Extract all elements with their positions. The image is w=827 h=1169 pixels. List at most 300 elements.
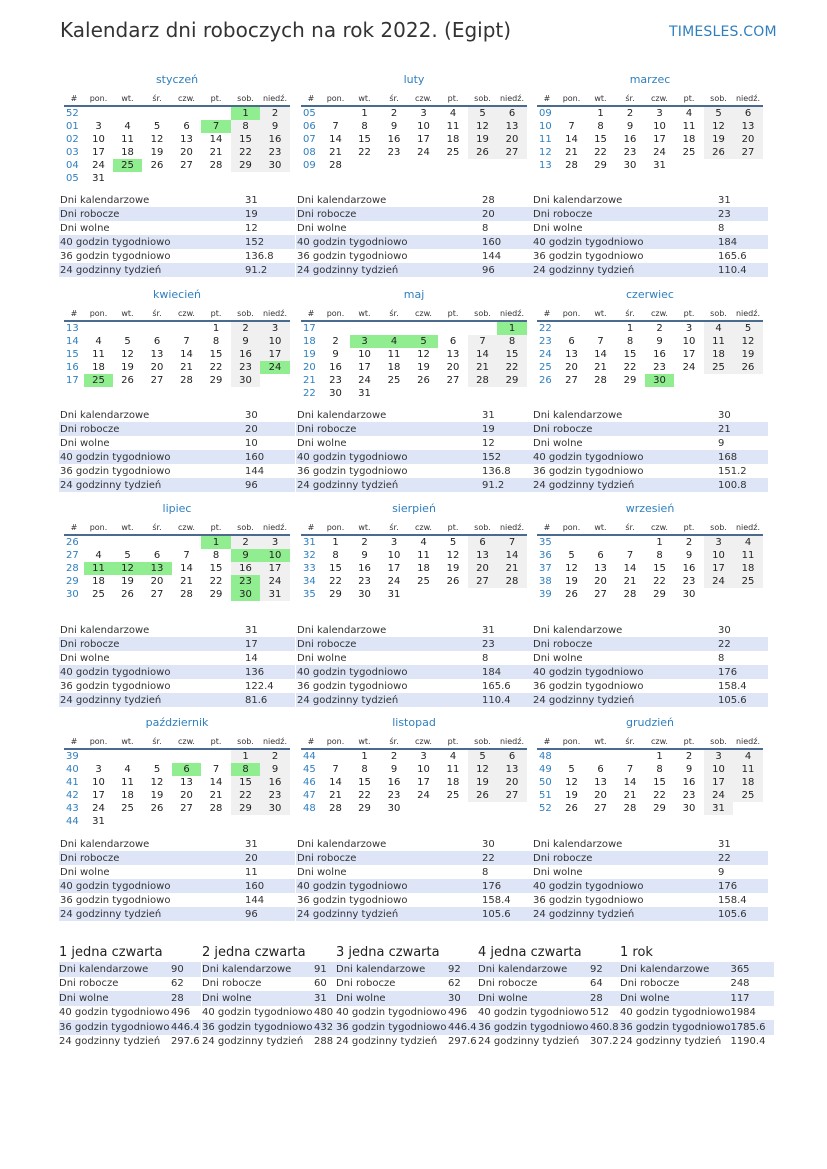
- calendar-day[interactable]: 11: [417, 550, 430, 561]
- calendar-day[interactable]: 30: [231, 374, 260, 387]
- calendar-day[interactable]: 22: [623, 362, 637, 373]
- calendar-day[interactable]: 13: [594, 777, 607, 788]
- calendar-day[interactable]: 29: [231, 159, 260, 172]
- calendar-day[interactable]: 14: [623, 777, 637, 788]
- calendar-day[interactable]: 24: [92, 160, 105, 171]
- calendar-day[interactable]: 31: [704, 802, 733, 815]
- calendar-day[interactable]: 28: [623, 803, 637, 814]
- calendar-day[interactable]: 22: [209, 362, 223, 373]
- calendar-day[interactable]: 17: [417, 777, 430, 788]
- calendar-day[interactable]: 19: [704, 133, 733, 146]
- calendar-day[interactable]: 30: [260, 159, 290, 172]
- calendar-day[interactable]: 3: [420, 108, 427, 119]
- calendar-day[interactable]: 7: [201, 120, 231, 133]
- calendar-day[interactable]: 18: [92, 362, 105, 373]
- calendar-day[interactable]: 9: [685, 764, 693, 775]
- calendar-day[interactable]: 8: [597, 121, 604, 132]
- calendar-day[interactable]: 29: [231, 802, 260, 815]
- calendar-day[interactable]: 5: [153, 764, 161, 775]
- calendar-day[interactable]: 4: [124, 121, 131, 132]
- calendar-day[interactable]: 4: [95, 336, 102, 347]
- calendar-day[interactable]: 3: [704, 749, 733, 763]
- calendar-day[interactable]: 30: [623, 160, 637, 171]
- calendar-day[interactable]: 22: [231, 146, 260, 159]
- calendar-day[interactable]: 1: [361, 751, 368, 762]
- calendar-day[interactable]: 2: [260, 749, 290, 763]
- calendar-day[interactable]: 4: [95, 550, 102, 561]
- calendar-day[interactable]: 17: [260, 348, 290, 361]
- calendar-day[interactable]: 5: [704, 106, 733, 120]
- calendar-day[interactable]: 8: [656, 550, 663, 561]
- calendar-day[interactable]: 21: [180, 576, 193, 587]
- calendar-day[interactable]: 15: [231, 776, 260, 789]
- calendar-day[interactable]: 18: [446, 777, 460, 788]
- calendar-day[interactable]: 11: [446, 764, 460, 775]
- calendar-day[interactable]: 1: [361, 108, 368, 119]
- calendar-day[interactable]: 25: [682, 147, 696, 158]
- calendar-day[interactable]: 1: [231, 106, 260, 120]
- calendar-day[interactable]: 24: [417, 147, 430, 158]
- calendar-day[interactable]: 13: [180, 134, 193, 145]
- calendar-day[interactable]: 27: [497, 146, 527, 159]
- calendar-day[interactable]: 24: [704, 789, 733, 802]
- calendar-day[interactable]: 2: [332, 336, 339, 347]
- calendar-day[interactable]: 10: [653, 121, 666, 132]
- calendar-day[interactable]: 15: [329, 563, 342, 574]
- calendar-day[interactable]: 2: [231, 321, 260, 335]
- calendar-day[interactable]: 27: [594, 589, 607, 600]
- calendar-day[interactable]: 7: [626, 550, 634, 561]
- calendar-day[interactable]: 18: [92, 576, 105, 587]
- calendar-day[interactable]: 8: [231, 120, 260, 133]
- calendar-day[interactable]: 17: [387, 563, 401, 574]
- calendar-day[interactable]: 28: [180, 375, 193, 386]
- calendar-day[interactable]: 28: [209, 160, 223, 171]
- calendar-day[interactable]: 11: [733, 549, 763, 562]
- calendar-day[interactable]: 31: [92, 173, 105, 184]
- calendar-day[interactable]: 29: [653, 589, 666, 600]
- calendar-day[interactable]: 3: [350, 335, 379, 348]
- calendar-day[interactable]: 15: [209, 349, 223, 360]
- calendar-day[interactable]: 6: [597, 764, 604, 775]
- calendar-day[interactable]: 12: [113, 562, 142, 575]
- calendar-day[interactable]: 18: [682, 134, 696, 145]
- calendar-day[interactable]: 7: [568, 121, 575, 132]
- calendar-day[interactable]: 19: [733, 348, 763, 361]
- calendar-day[interactable]: 17: [260, 562, 290, 575]
- calendar-day[interactable]: 20: [565, 362, 578, 373]
- calendar-day[interactable]: 7: [183, 336, 190, 347]
- calendar-day[interactable]: 1: [626, 323, 634, 334]
- calendar-day[interactable]: 4: [704, 321, 733, 335]
- calendar-day[interactable]: 5: [468, 749, 497, 763]
- calendar-day[interactable]: 23: [623, 147, 637, 158]
- calendar-day[interactable]: 4: [449, 108, 457, 119]
- calendar-day[interactable]: 9: [231, 335, 260, 348]
- calendar-day[interactable]: 12: [733, 335, 763, 348]
- calendar-day[interactable]: 21: [497, 562, 527, 575]
- calendar-day[interactable]: 22: [358, 147, 371, 158]
- calendar-day[interactable]: 31: [653, 160, 666, 171]
- calendar-day[interactable]: 30: [682, 803, 696, 814]
- calendar-day[interactable]: 16: [387, 777, 401, 788]
- calendar-day[interactable]: 22: [209, 576, 223, 587]
- calendar-day[interactable]: 14: [209, 777, 223, 788]
- calendar-day[interactable]: 2: [685, 751, 693, 762]
- calendar-day[interactable]: 5: [153, 121, 161, 132]
- calendar-day[interactable]: 7: [183, 550, 190, 561]
- calendar-day[interactable]: 24: [682, 362, 696, 373]
- calendar-day[interactable]: 12: [468, 120, 497, 133]
- calendar-day[interactable]: 2: [361, 537, 368, 548]
- calendar-day[interactable]: 26: [150, 803, 164, 814]
- calendar-day[interactable]: 5: [449, 537, 457, 548]
- calendar-day[interactable]: 25: [387, 375, 401, 386]
- calendar-day[interactable]: 19: [417, 362, 430, 373]
- calendar-day[interactable]: 12: [565, 777, 578, 788]
- calendar-day[interactable]: 29: [329, 589, 342, 600]
- calendar-day[interactable]: 25: [446, 790, 460, 801]
- calendar-day[interactable]: 7: [597, 336, 604, 347]
- calendar-day[interactable]: 26: [565, 589, 578, 600]
- calendar-day[interactable]: 16: [329, 362, 342, 373]
- calendar-day[interactable]: 14: [329, 134, 342, 145]
- calendar-day[interactable]: 26: [446, 576, 460, 587]
- calendar-day[interactable]: 8: [497, 335, 527, 348]
- calendar-day[interactable]: 23: [329, 375, 342, 386]
- calendar-day[interactable]: 4: [420, 537, 427, 548]
- calendar-day[interactable]: 8: [212, 550, 220, 561]
- calendar-day[interactable]: 1: [332, 537, 339, 548]
- calendar-day[interactable]: 4: [449, 751, 457, 762]
- calendar-day[interactable]: 15: [653, 777, 666, 788]
- calendar-day[interactable]: 10: [92, 134, 105, 145]
- calendar-day[interactable]: 17: [704, 562, 733, 575]
- calendar-day[interactable]: 24: [704, 575, 733, 588]
- calendar-day[interactable]: 29: [209, 375, 223, 386]
- calendar-day[interactable]: 10: [417, 764, 430, 775]
- calendar-day[interactable]: 1: [212, 323, 220, 334]
- calendar-day[interactable]: 6: [153, 550, 161, 561]
- calendar-day[interactable]: 13: [497, 120, 527, 133]
- calendar-day[interactable]: 19: [121, 362, 134, 373]
- calendar-day[interactable]: 9: [260, 763, 290, 776]
- calendar-day[interactable]: 8: [626, 336, 634, 347]
- calendar-day[interactable]: 16: [260, 133, 290, 146]
- calendar-day[interactable]: 6: [568, 336, 575, 347]
- calendar-day[interactable]: 10: [704, 763, 733, 776]
- calendar-day[interactable]: 18: [704, 348, 733, 361]
- calendar-day[interactable]: 27: [565, 375, 578, 386]
- calendar-day[interactable]: 13: [446, 349, 460, 360]
- calendar-day[interactable]: 12: [150, 134, 164, 145]
- calendar-day[interactable]: 5: [124, 336, 131, 347]
- calendar-day[interactable]: 11: [733, 763, 763, 776]
- calendar-day[interactable]: 2: [390, 751, 398, 762]
- calendar-day[interactable]: 12: [446, 550, 460, 561]
- calendar-day[interactable]: 24: [653, 147, 666, 158]
- calendar-day[interactable]: 10: [358, 349, 371, 360]
- calendar-day[interactable]: 1: [656, 751, 663, 762]
- calendar-day[interactable]: 10: [260, 549, 290, 562]
- calendar-day[interactable]: 28: [329, 803, 342, 814]
- calendar-day[interactable]: 20: [180, 790, 193, 801]
- calendar-day[interactable]: 29: [594, 160, 607, 171]
- calendar-day[interactable]: 20: [150, 576, 164, 587]
- calendar-day[interactable]: 6: [733, 106, 763, 120]
- calendar-day[interactable]: 1: [231, 749, 260, 763]
- calendar-day[interactable]: 30: [682, 589, 696, 600]
- calendar-day[interactable]: 30: [260, 802, 290, 815]
- calendar-day[interactable]: 26: [121, 589, 134, 600]
- calendar-day[interactable]: 18: [121, 790, 134, 801]
- calendar-day[interactable]: 16: [231, 348, 260, 361]
- calendar-day[interactable]: 14: [623, 563, 637, 574]
- calendar-day[interactable]: 13: [497, 763, 527, 776]
- calendar-day[interactable]: 19: [468, 133, 497, 146]
- calendar-day[interactable]: 1: [201, 535, 231, 549]
- calendar-day[interactable]: 27: [594, 803, 607, 814]
- calendar-day[interactable]: 10: [92, 777, 105, 788]
- calendar-day[interactable]: 23: [231, 361, 260, 374]
- calendar-day[interactable]: 16: [358, 563, 371, 574]
- calendar-day[interactable]: 20: [594, 790, 607, 801]
- calendar-day[interactable]: 9: [332, 349, 339, 360]
- calendar-day[interactable]: 17: [358, 362, 371, 373]
- calendar-day[interactable]: 22: [231, 789, 260, 802]
- calendar-day[interactable]: 23: [387, 147, 401, 158]
- calendar-day[interactable]: 26: [733, 361, 763, 374]
- calendar-day[interactable]: 11: [704, 335, 733, 348]
- calendar-day[interactable]: 30: [358, 589, 371, 600]
- calendar-day[interactable]: 5: [568, 764, 575, 775]
- calendar-day[interactable]: 19: [121, 576, 134, 587]
- calendar-day[interactable]: 11: [121, 777, 134, 788]
- calendar-day[interactable]: 14: [180, 349, 193, 360]
- calendar-day[interactable]: 7: [468, 335, 497, 348]
- calendar-day[interactable]: 10: [682, 336, 696, 347]
- calendar-day[interactable]: 23: [653, 362, 666, 373]
- calendar-day[interactable]: 26: [417, 375, 430, 386]
- calendar-day[interactable]: 28: [565, 160, 578, 171]
- calendar-day[interactable]: 8: [231, 763, 260, 776]
- calendar-day[interactable]: 14: [180, 563, 193, 574]
- calendar-day[interactable]: 29: [623, 375, 637, 386]
- calendar-day[interactable]: 6: [468, 535, 497, 549]
- calendar-day[interactable]: 27: [468, 575, 497, 588]
- calendar-day[interactable]: 12: [121, 349, 134, 360]
- calendar-day[interactable]: 25: [417, 576, 430, 587]
- calendar-day[interactable]: 3: [95, 764, 102, 775]
- calendar-day[interactable]: 18: [733, 776, 763, 789]
- calendar-day[interactable]: 25: [92, 589, 105, 600]
- calendar-day[interactable]: 15: [231, 133, 260, 146]
- calendar-day[interactable]: 24: [387, 576, 401, 587]
- calendar-day[interactable]: 6: [153, 336, 161, 347]
- calendar-day[interactable]: 7: [332, 764, 339, 775]
- calendar-day[interactable]: 9: [626, 121, 634, 132]
- calendar-day[interactable]: 5: [409, 335, 438, 348]
- calendar-day[interactable]: 9: [361, 550, 368, 561]
- calendar-day[interactable]: 6: [449, 336, 457, 347]
- calendar-day[interactable]: 1: [497, 321, 527, 335]
- calendar-day[interactable]: 14: [565, 134, 578, 145]
- calendar-day[interactable]: 13: [468, 549, 497, 562]
- calendar-day[interactable]: 9: [685, 550, 693, 561]
- calendar-day[interactable]: 13: [150, 349, 164, 360]
- calendar-day[interactable]: 17: [682, 349, 696, 360]
- calendar-day[interactable]: 15: [209, 563, 223, 574]
- calendar-day[interactable]: 17: [92, 147, 105, 158]
- calendar-day[interactable]: 5: [568, 550, 575, 561]
- calendar-day[interactable]: 12: [468, 763, 497, 776]
- calendar-day[interactable]: 27: [180, 160, 193, 171]
- calendar-day[interactable]: 20: [468, 562, 497, 575]
- calendar-day[interactable]: 19: [565, 576, 578, 587]
- calendar-day[interactable]: 18: [733, 562, 763, 575]
- calendar-day[interactable]: 21: [180, 362, 193, 373]
- calendar-day[interactable]: 23: [260, 146, 290, 159]
- calendar-day[interactable]: 2: [231, 535, 260, 549]
- calendar-day[interactable]: 4: [124, 764, 131, 775]
- calendar-day[interactable]: 29: [653, 803, 666, 814]
- calendar-day[interactable]: 19: [565, 790, 578, 801]
- calendar-day[interactable]: 11: [92, 349, 105, 360]
- calendar-day[interactable]: 12: [150, 777, 164, 788]
- calendar-day[interactable]: 20: [733, 133, 763, 146]
- calendar-day[interactable]: 5: [468, 106, 497, 120]
- calendar-day[interactable]: 28: [209, 803, 223, 814]
- calendar-day[interactable]: 2: [656, 323, 663, 334]
- calendar-day[interactable]: 26: [121, 375, 134, 386]
- calendar-day[interactable]: 14: [329, 777, 342, 788]
- calendar-day[interactable]: 3: [390, 537, 398, 548]
- calendar-day[interactable]: 25: [113, 159, 142, 172]
- calendar-day[interactable]: 22: [653, 790, 666, 801]
- calendar-day[interactable]: 1: [597, 108, 604, 119]
- calendar-day[interactable]: 2: [626, 108, 634, 119]
- calendar-day[interactable]: 28: [468, 374, 497, 387]
- calendar-day[interactable]: 30: [387, 803, 401, 814]
- calendar-day[interactable]: 29: [209, 589, 223, 600]
- calendar-day[interactable]: 30: [329, 388, 342, 399]
- calendar-day[interactable]: 7: [212, 764, 220, 775]
- calendar-day[interactable]: 2: [685, 537, 693, 548]
- calendar-day[interactable]: 21: [623, 576, 637, 587]
- calendar-day[interactable]: 13: [180, 777, 193, 788]
- calendar-day[interactable]: 11: [387, 349, 401, 360]
- calendar-day[interactable]: 28: [180, 589, 193, 600]
- calendar-day[interactable]: 5: [124, 550, 131, 561]
- calendar-day[interactable]: 19: [150, 790, 164, 801]
- calendar-day[interactable]: 20: [497, 776, 527, 789]
- calendar-day[interactable]: 27: [446, 375, 460, 386]
- calendar-day[interactable]: 28: [497, 575, 527, 588]
- calendar-day[interactable]: 25: [733, 575, 763, 588]
- calendar-day[interactable]: 20: [446, 362, 460, 373]
- calendar-day[interactable]: 22: [358, 790, 371, 801]
- brand-logo[interactable]: TIMESLES.COM: [669, 24, 777, 40]
- calendar-day[interactable]: 20: [150, 362, 164, 373]
- calendar-day[interactable]: 25: [446, 147, 460, 158]
- calendar-day[interactable]: 15: [497, 348, 527, 361]
- calendar-day[interactable]: 25: [733, 789, 763, 802]
- calendar-day[interactable]: 10: [704, 549, 733, 562]
- calendar-day[interactable]: 18: [417, 563, 430, 574]
- calendar-day[interactable]: 22: [653, 576, 666, 587]
- calendar-day[interactable]: 31: [358, 388, 371, 399]
- calendar-day[interactable]: 15: [623, 349, 637, 360]
- calendar-day[interactable]: 13: [733, 120, 763, 133]
- calendar-day[interactable]: 2: [260, 106, 290, 120]
- calendar-day[interactable]: 26: [704, 146, 733, 159]
- calendar-day[interactable]: 26: [150, 160, 164, 171]
- calendar-day[interactable]: 30: [231, 588, 260, 601]
- calendar-day[interactable]: 6: [172, 763, 201, 776]
- calendar-day[interactable]: 19: [446, 563, 460, 574]
- calendar-day[interactable]: 8: [332, 550, 339, 561]
- calendar-day[interactable]: 15: [358, 134, 371, 145]
- calendar-day[interactable]: 20: [180, 147, 193, 158]
- calendar-day[interactable]: 12: [704, 120, 733, 133]
- calendar-day[interactable]: 19: [150, 147, 164, 158]
- calendar-day[interactable]: 17: [704, 776, 733, 789]
- calendar-day[interactable]: 21: [565, 147, 578, 158]
- calendar-day[interactable]: 31: [260, 588, 290, 601]
- calendar-day[interactable]: 3: [656, 108, 663, 119]
- calendar-day[interactable]: 27: [180, 803, 193, 814]
- calendar-day[interactable]: 24: [260, 575, 290, 588]
- calendar-day[interactable]: 17: [417, 134, 430, 145]
- calendar-day[interactable]: 21: [594, 362, 607, 373]
- calendar-day[interactable]: 24: [92, 803, 105, 814]
- calendar-day[interactable]: 8: [212, 336, 220, 347]
- calendar-day[interactable]: 16: [682, 563, 696, 574]
- calendar-day[interactable]: 21: [209, 147, 223, 158]
- calendar-day[interactable]: 9: [260, 120, 290, 133]
- calendar-day[interactable]: 27: [150, 589, 164, 600]
- calendar-day[interactable]: 18: [387, 362, 401, 373]
- calendar-day[interactable]: 9: [390, 121, 398, 132]
- calendar-day[interactable]: 24: [260, 361, 290, 374]
- calendar-day[interactable]: 25: [704, 361, 733, 374]
- calendar-day[interactable]: 23: [682, 790, 696, 801]
- calendar-day[interactable]: 10: [387, 550, 401, 561]
- calendar-day[interactable]: 9: [231, 549, 260, 562]
- calendar-day[interactable]: 27: [150, 375, 164, 386]
- calendar-day[interactable]: 16: [682, 777, 696, 788]
- calendar-day[interactable]: 18: [446, 134, 460, 145]
- calendar-day[interactable]: 24: [417, 790, 430, 801]
- calendar-day[interactable]: 4: [685, 108, 693, 119]
- calendar-day[interactable]: 4: [733, 535, 763, 549]
- calendar-day[interactable]: 16: [387, 134, 401, 145]
- calendar-day[interactable]: 8: [361, 121, 368, 132]
- calendar-day[interactable]: 16: [623, 134, 637, 145]
- calendar-day[interactable]: 29: [497, 374, 527, 387]
- calendar-day[interactable]: 27: [497, 789, 527, 802]
- calendar-day[interactable]: 13: [565, 349, 578, 360]
- calendar-day[interactable]: 20: [497, 133, 527, 146]
- calendar-day[interactable]: 11: [84, 562, 113, 575]
- calendar-day[interactable]: 11: [682, 121, 696, 132]
- calendar-day[interactable]: 21: [209, 790, 223, 801]
- calendar-day[interactable]: 29: [358, 803, 371, 814]
- calendar-day[interactable]: 25: [121, 803, 134, 814]
- calendar-day[interactable]: 28: [623, 589, 637, 600]
- calendar-day[interactable]: 24: [358, 375, 371, 386]
- calendar-day[interactable]: 2: [390, 108, 398, 119]
